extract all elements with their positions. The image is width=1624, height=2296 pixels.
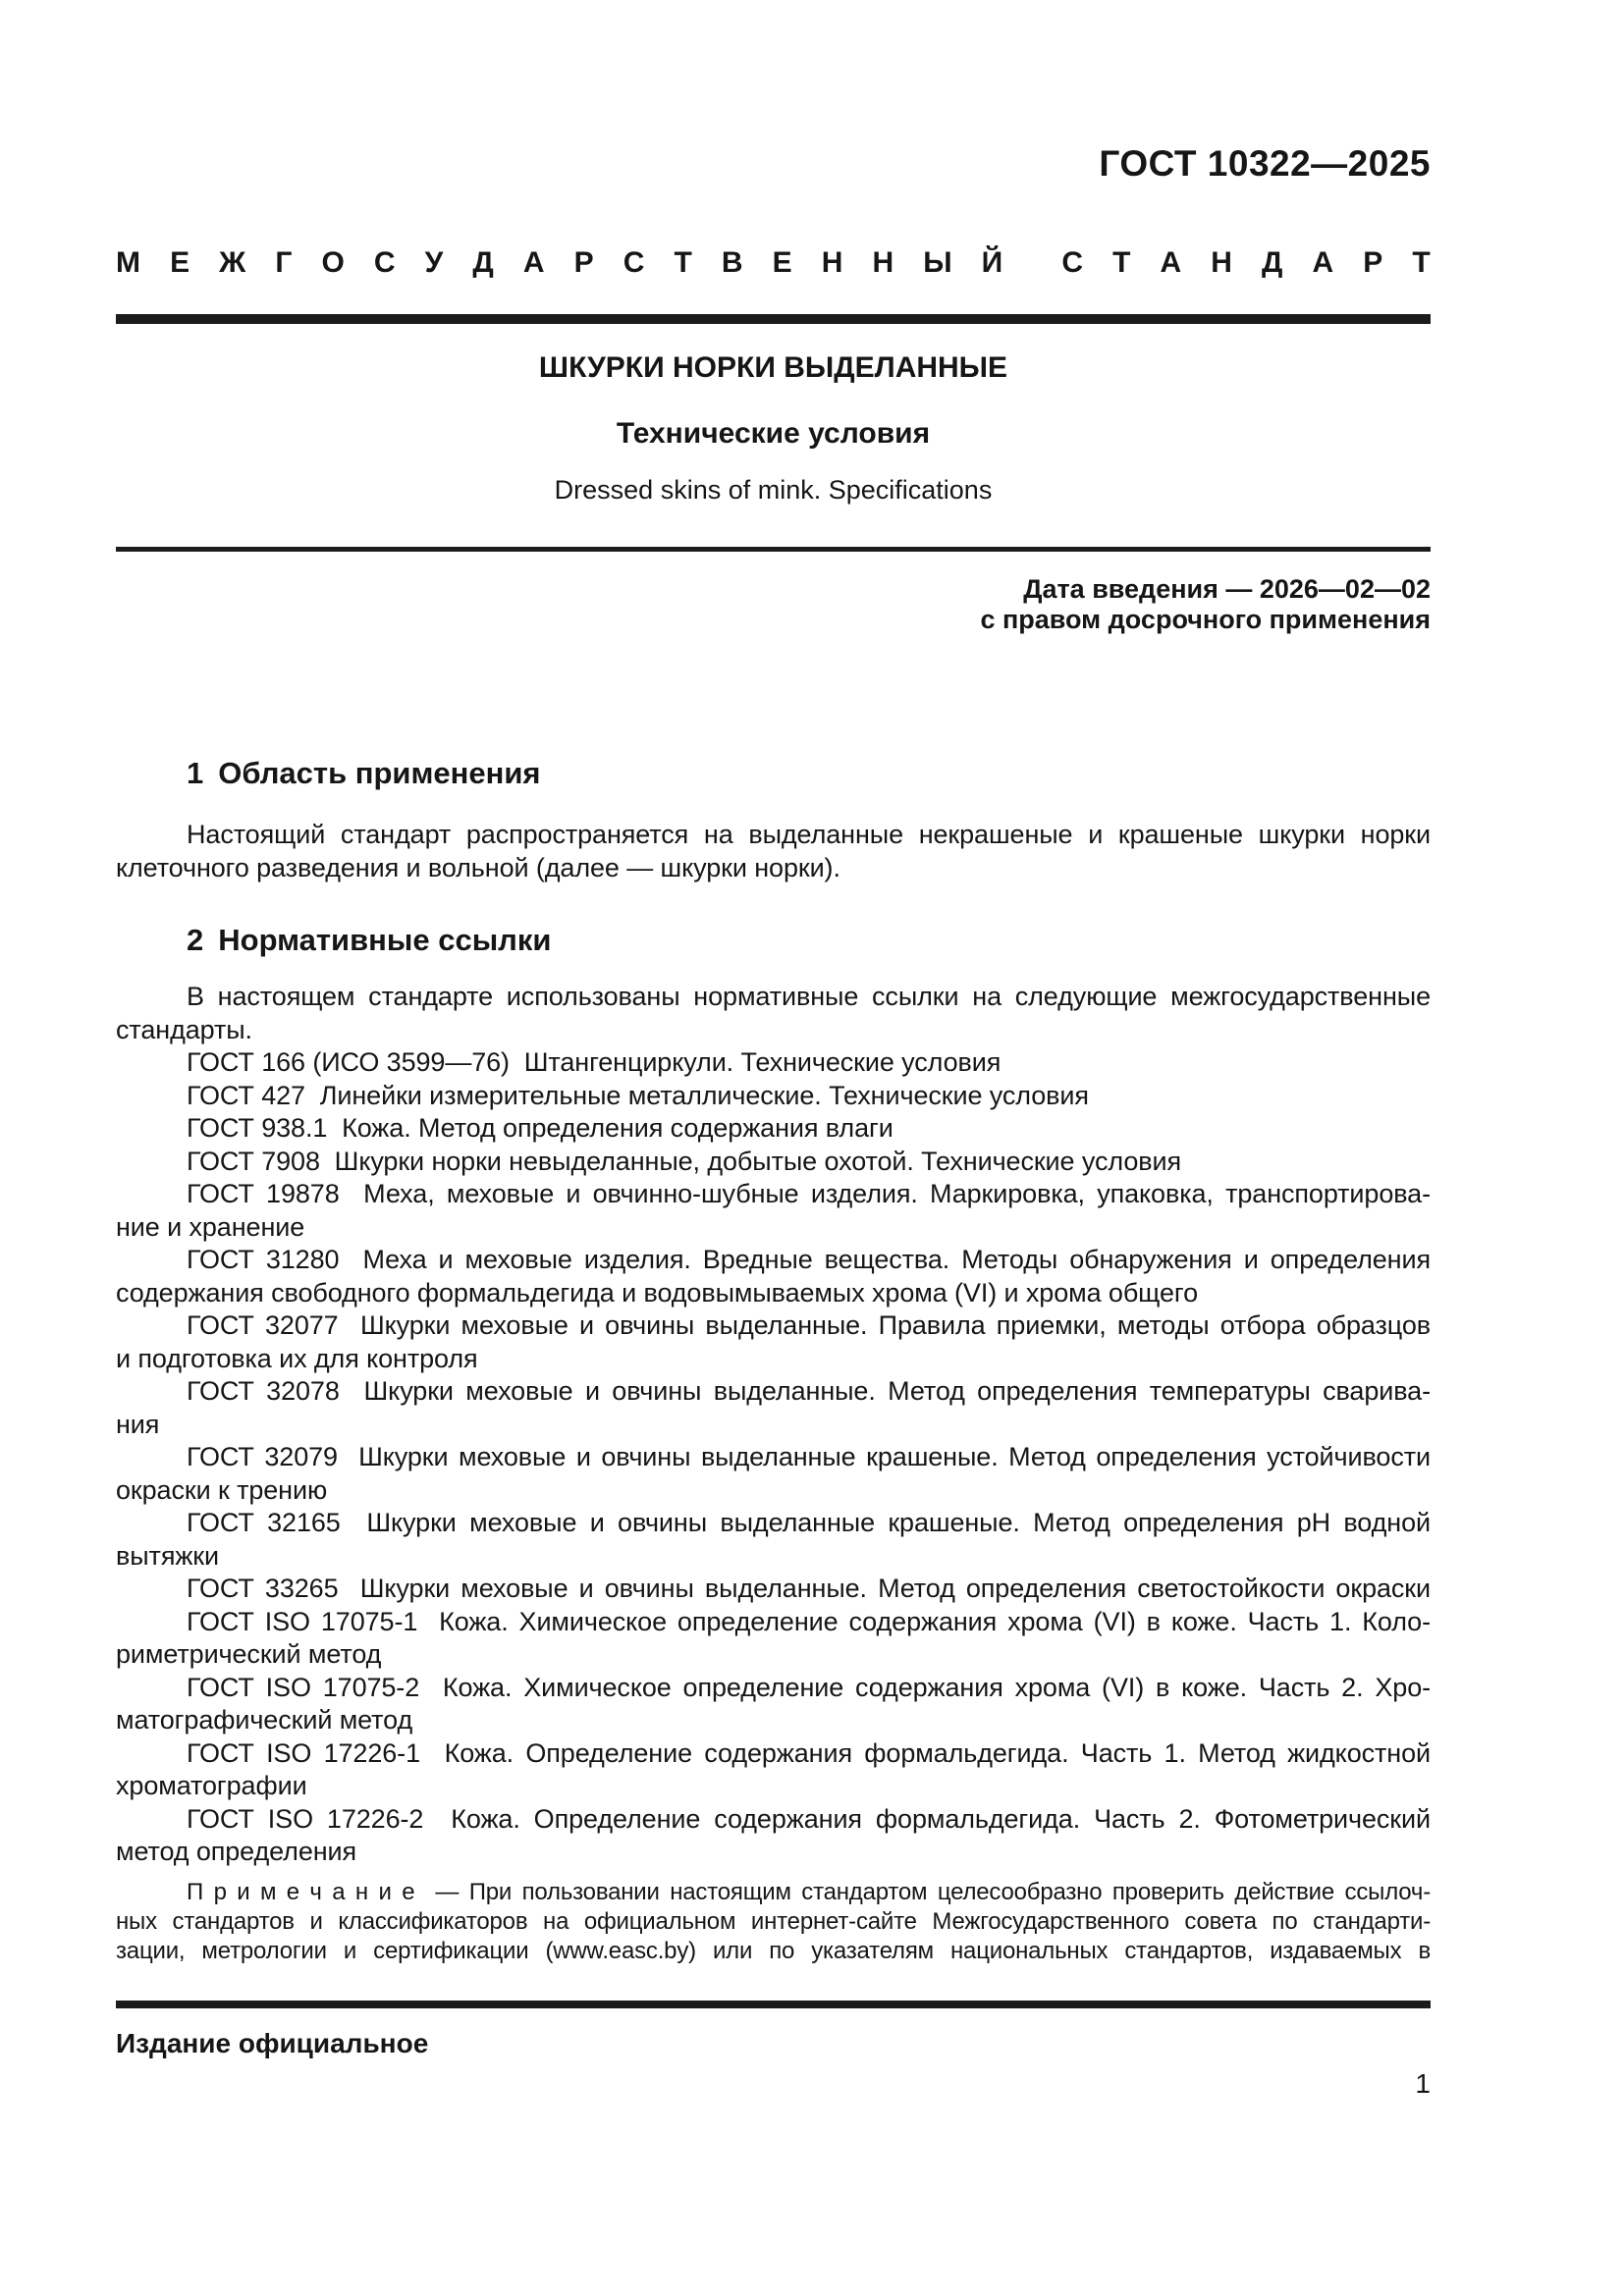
banner-letter: Н — [872, 246, 894, 279]
banner-letter: С — [623, 246, 645, 279]
banner-letter: О — [321, 246, 345, 279]
section-title: Нормативные ссылки — [218, 923, 552, 957]
effective-date-block — [116, 574, 1431, 635]
text-line: ГОСТ ISO 17075-1 Кожа. Химическое определение содержания хрома (VI) в коже. Часть 1. Коло- — [187, 1606, 1431, 1636]
banner-letter: С — [373, 246, 396, 279]
text-line: и подготовка их для контроля — [116, 1343, 478, 1373]
effective-date-line: Дата введения — 2026—02—02 — [1023, 574, 1431, 604]
document-subtitle-ru: Технические условия — [616, 417, 931, 450]
banner-rule — [116, 314, 1431, 324]
section-2-heading — [187, 923, 551, 958]
text-line: ГОСТ 166 (ИСО 3599—76) Штангенциркули. Технические условия — [187, 1047, 1001, 1077]
section-1-body — [116, 819, 1431, 884]
banner-letter: Е — [772, 246, 792, 279]
text-line: ГОСТ 427 Линейки измерительные металлические. Технические условия — [187, 1080, 1089, 1110]
section-title: Область применения — [218, 756, 541, 790]
text-line: ГОСТ 33265 Шкурки меховые и овчины выделанные. Метод определения светостойкости окраски — [187, 1574, 1431, 1603]
banner-letter: Е — [170, 246, 190, 279]
text-line: вытяжки — [116, 1540, 219, 1571]
banner-letter: У — [424, 246, 444, 279]
banner-letter: Н — [1211, 246, 1232, 279]
page-number: 1 — [1415, 2068, 1431, 2099]
text-line: окраски к трению — [116, 1474, 328, 1505]
section-2-body — [116, 981, 1431, 1869]
text-line: матографический метод — [116, 1705, 413, 1735]
banner-letter: Д — [1262, 246, 1283, 279]
text-line: зации, метрологии и сертификации (www.easc.by) или по указателям национальных стандартов, издаваемых в — [116, 1938, 1431, 1965]
text-line: ГОСТ ISO 17226-1 Кожа. Определение содержания формальдегида. Часть 1. Метод жидкостной — [187, 1737, 1431, 1768]
banner-letter: Д — [472, 246, 494, 279]
text-line: ГОСТ ISO 17075-2 Кожа. Химическое определение содержания хрома (VI) в коже. Часть 2. Хро- — [187, 1672, 1431, 1702]
effective-date-note: с правом досрочного применения — [980, 605, 1431, 634]
banner-letter: С — [1061, 246, 1084, 279]
banner-letter: А — [1160, 246, 1182, 279]
banner-letter: Р — [1363, 246, 1383, 279]
banner-letter: Ы — [923, 246, 952, 279]
banner-letter: Й — [981, 246, 1003, 279]
text-line: П р и м е ч а н и е — При пользовании настоящим стандартом целесообразно проверить действие ссылоч- — [187, 1879, 1431, 1905]
text-line: ния — [116, 1409, 160, 1439]
doc-number: ГОСТ 10322—2025 — [1099, 143, 1431, 184]
edition-label: Издание официальное — [116, 2028, 429, 2058]
text-line: ГОСТ 19878 Меха, меховые и овчинно-шубные изделия. Маркировка, упаковка, транспортирова- — [187, 1179, 1431, 1208]
text-line: ных стандартов и классификаторов на официальном интернет-сайте Межгосударственного совета по стандарти- — [116, 1908, 1431, 1936]
text-line: Настоящий стандарт распространяется на выделанные некрашеные и крашеные шкурки норки — [187, 820, 1431, 849]
banner-letter: А — [522, 246, 545, 279]
banner-letter: Г — [275, 246, 293, 279]
note-block — [116, 1878, 1431, 1967]
banner-letter: Т — [674, 246, 692, 279]
text-line: ГОСТ 7908 Шкурки норки невыделанные, добытые охотой. Технические условия — [187, 1146, 1181, 1176]
document-title-en: Dressed skins of mink. Specifications — [554, 475, 993, 505]
text-line: ГОСТ 32079 Шкурки меховые и овчины выделанные крашеные. Метод определения устойчивости — [187, 1442, 1431, 1471]
text-line: ние и хранение — [116, 1211, 305, 1242]
text-line: стандарты. — [116, 1014, 252, 1044]
banner-letter: А — [1312, 246, 1334, 279]
text-line: метод определения — [116, 1837, 357, 1866]
text-line: В настоящем стандарте использованы нормативные ссылки на следующие межгосударственные — [187, 982, 1431, 1011]
section-1-heading — [187, 756, 541, 791]
text-line: ГОСТ 938.1 Кожа. Метод определения содержания влаги — [187, 1113, 893, 1143]
text-line: риметрический метод — [116, 1639, 382, 1669]
text-line: клеточного разведения и вольной (далее — шкурки норки). — [116, 852, 840, 882]
text-line: ГОСТ 31280 Меха и меховые изделия. Вредные вещества. Методы обнаружения и определения — [187, 1245, 1431, 1274]
section-number: 2 — [187, 923, 204, 957]
footer-rule — [116, 2001, 1431, 2008]
text-line: ГОСТ 32165 Шкурки меховые и овчины выделанные крашеные. Метод определения pH водной — [187, 1508, 1431, 1537]
banner-letter: Т — [1412, 246, 1431, 279]
title-rule — [116, 547, 1431, 552]
text-line: содержания свободного формальдегида и водовымываемых хрома (VI) и хрома общего — [116, 1277, 1198, 1308]
banner-letter: Т — [1112, 246, 1131, 279]
text-line: ГОСТ 32077 Шкурки меховые и овчины выделанные. Правила приемки, методы отбора образцов — [187, 1310, 1431, 1340]
standard-banner — [116, 248, 1431, 278]
banner-letter: М — [116, 246, 140, 279]
text-line: ГОСТ ISO 17226-2 Кожа. Определение содержания формальдегида. Часть 2. Фотометрический — [187, 1803, 1431, 1834]
text-line: хроматографии — [116, 1771, 307, 1800]
banner-letter: Р — [573, 246, 594, 279]
banner-letter: Н — [821, 246, 843, 279]
banner-letter: Ж — [219, 246, 246, 279]
banner-letter: В — [721, 246, 743, 279]
text-line: ГОСТ 32078 Шкурки меховые и овчины выделанные. Метод определения температуры сварива- — [187, 1376, 1431, 1406]
document-title-ru: ШКУРКИ НОРКИ ВЫДЕЛАННЫЕ — [538, 351, 1008, 384]
section-number: 1 — [187, 756, 204, 790]
